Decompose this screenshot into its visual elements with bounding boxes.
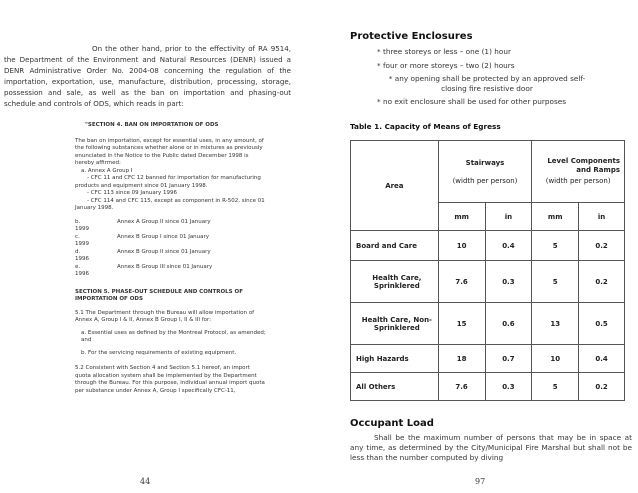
annex-item-b: b. Annex A Group II since 01 January 1999 [75,218,211,232]
table-row: All Others 7.6 0.3 5 0.2 [351,373,625,401]
annex-item-c: c. Annex B Group I since 01 January 1999 [75,233,210,247]
annex-item-d: d. Annex B Group II since 01 January 1996 [75,248,211,262]
unit-cell: in [579,203,625,231]
enclosure-item: * no exit enclosure shall be used for other purposes [377,97,567,106]
unit-cell: mm [438,203,485,231]
quoted-order [75,122,267,395]
annex-item-e: e. Annex B Group III since 01 January 1996 [75,263,213,277]
enclosure-item: * any opening shall be protected by an approved self-closing fire resistive door [388,74,586,93]
stairways-header: Stairways (width per person) [438,141,532,203]
enclosure-item: * four or more storeys – two (2) hours [377,60,515,70]
page-number-right: 97 [475,477,486,486]
occupant-load-text: Shall be the maximum number of persons that may be in space at any time, as determined by the City/Municipal Fire Marshal but shall not be less than the number computed by diving [350,433,632,462]
unit-cell: in [485,203,532,231]
enclosure-item: * three storeys or less – one (1) hour [377,47,511,56]
page-number-left: 44 [140,477,151,486]
section5-1-b: b. For the servicing requirements of existing equipment. [81,349,237,356]
section5-2: 5.2 Consistent with Section 4 and Section 5.1 hereof, an import quota allocation system shall be implemented by the Department through the Bureau. For this purpose, individual annual import quota per substance under Annex A, Group I specifically CFC-11, [75,365,265,394]
section5-1-a: a. Essential uses as defined by the Montreal Protocol, as amended; and [81,329,266,343]
unit-cell: mm [532,203,579,231]
section4-title: "SECTION 4. BAN ON IMPORTATION OF ODS [85,122,219,128]
right-page [319,0,638,493]
annex-a-item-2: - CFC 113 since 09 January 1996 [87,190,177,196]
table-row: Health Care, Non-Sprinklered 15 0.6 13 0.5 [351,303,625,345]
annex-a-item-3: - CFC 114 and CFC 115, except as component in R-502, since 01 January 1998. [75,197,265,211]
annex-a-item-1: - CFC 11 and CFC 12 banned for importation for manufacturing products and equipment since 01 January 1998. [75,175,261,189]
table-row: Board and Care 10 0.4 5 0.2 [351,231,625,261]
level-components-header: Level Components and Ramps (width per person) [532,141,625,203]
enclosure-list [377,47,627,111]
egress-table [350,140,625,401]
table-row: High Hazards 18 0.7 10 0.4 [351,345,625,373]
area-header: Area [351,141,439,231]
protective-enclosures-heading: Protective Enclosures [350,31,473,42]
intro-paragraph: On the other hand, prior to the effectivity of RA 9514, the Department of the Environment and Natural Resources (DENR) issued a DENR Administrative Order No. 2004-08 concerning the regulation of the importation, exportation, use, manufacture, distribution, processing, storage, possession and sale, as well as the ban on importation and phasing-out schedule and controls of ODS, which reads in part: [4,44,291,108]
section5-title: SECTION 5. PHASE-OUT SCHEDULE AND CONTROLS OF IMPORTATION OF ODS [75,288,243,302]
table-row: Health Care, Sprinklered 7.6 0.3 5 0.2 [351,261,625,303]
section5-1: 5.1 The Department through the Bureau will allow importation of Annex A, Group I & II, Annex B Group I, II & III for: [75,309,255,323]
annex-a-title: a. Annex A Group I [81,167,133,174]
occupant-load-heading: Occupant Load [350,418,434,429]
section4-intro: The ban on importation, except for essential uses, in any amount, of the following substances whether alone or in mixtures as previously enunciated in the Notice to the Public dated December 1998 is hereby affirmed: [75,137,264,166]
table-title: Table 1. Capacity of Means of Egress [350,122,501,131]
table-header-row [351,141,625,203]
